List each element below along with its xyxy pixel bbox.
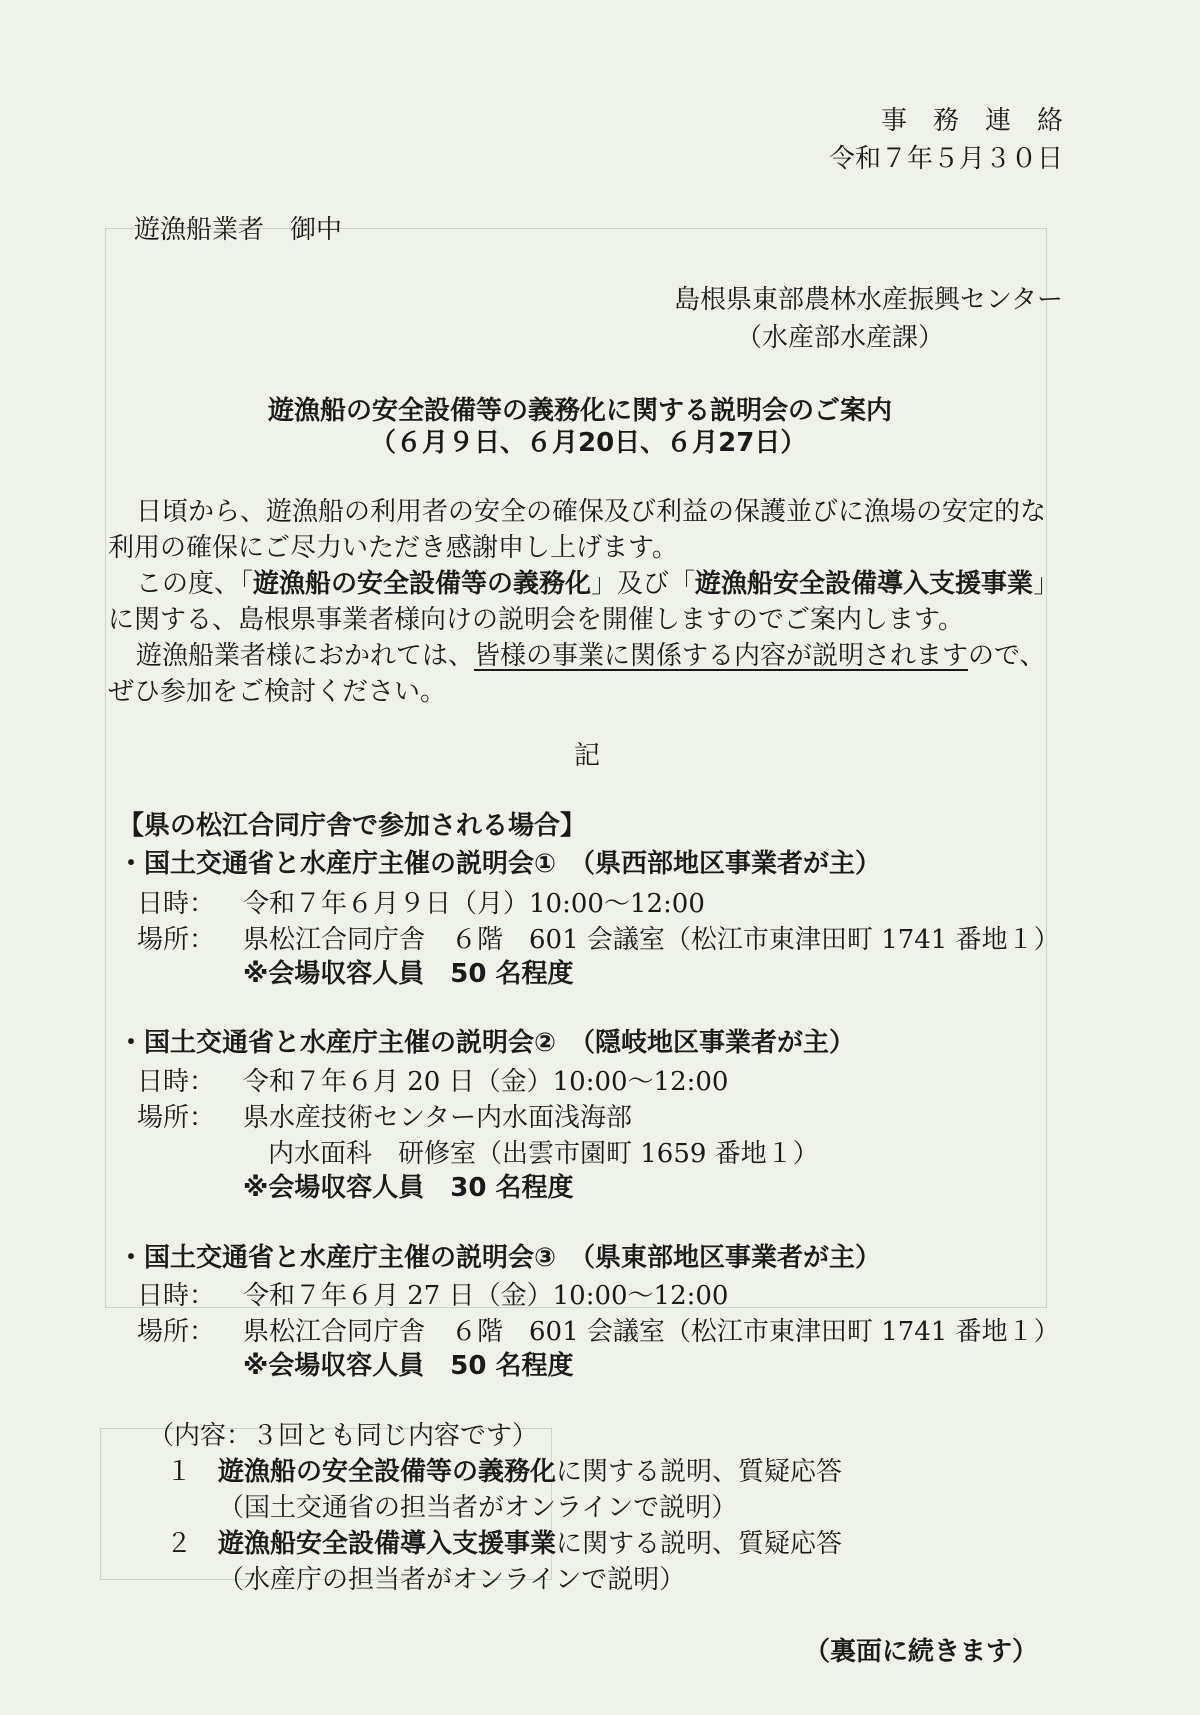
ki-mark: 記 bbox=[574, 741, 601, 771]
session-2-place-label: 場所： bbox=[137, 1103, 216, 1133]
session-1-date: 令和７年６月９日（月）10:00～12:00 bbox=[243, 889, 705, 919]
contents-item-2 bbox=[218, 1526, 842, 1562]
session-2-capacity: ※会場収容人員 30 名程度 bbox=[243, 1173, 574, 1203]
paragraph-3-line-2: ぜひ参加をご検討ください。 bbox=[108, 677, 447, 707]
contents-item-2-bold: 遊漁船安全設備導入支援事業 bbox=[218, 1529, 557, 1559]
session-2-name: ・国土交通省と水産庁主催の説明会② （隠岐地区事業者が主） bbox=[118, 1028, 856, 1058]
contents-item-2-note: （水産庁の担当者がオンラインで説明） bbox=[218, 1565, 686, 1595]
session-2-place-line-2: 内水面科 研修室（出雲市園町 1659 番地１） bbox=[268, 1139, 819, 1169]
session-2-date-label: 日時： bbox=[137, 1067, 216, 1097]
session-3-capacity: ※会場収容人員 50 名程度 bbox=[243, 1351, 574, 1381]
session-3-date-label: 日時： bbox=[137, 1281, 216, 1311]
contents-item-1 bbox=[218, 1454, 842, 1490]
title-line2: （６月９日、６月20日、６月27日） bbox=[370, 428, 807, 458]
contents-item-2-number: ２ bbox=[166, 1529, 193, 1559]
contents-item-2-rest: に関する説明、質疑応答 bbox=[556, 1529, 843, 1559]
sender-org: 島根県東部農林水産振興センター bbox=[674, 285, 1063, 315]
paragraph-2-bold-a: 遊漁船の安全設備等の義務化 bbox=[253, 569, 592, 599]
contents-item-1-note: （国土交通省の担当者がオンラインで説明） bbox=[218, 1493, 738, 1523]
contents-item-1-rest: に関する説明、質疑応答 bbox=[556, 1457, 843, 1487]
doc-date: 令和７年５月３０日 bbox=[828, 144, 1063, 174]
contents-item-1-bold: 遊漁船の安全設備等の義務化 bbox=[218, 1457, 557, 1487]
session-1-place: 県松江合同庁舎 ６階 601 会議室（松江市東津田町 1741 番地１） bbox=[243, 925, 1060, 955]
addressee: 遊漁船業者 御中 bbox=[134, 215, 343, 245]
sender-dept: （水産部水産課） bbox=[735, 323, 944, 353]
paragraph-2-text-e: 」 bbox=[1033, 569, 1060, 599]
continued-on-back: （裏面に続きます） bbox=[803, 1637, 1038, 1667]
session-1-date-label: 日時： bbox=[137, 889, 216, 919]
contents-item-1-number: １ bbox=[166, 1457, 193, 1487]
paragraph-3-text-c: ので、 bbox=[968, 641, 1046, 671]
title-line1: 遊漁船の安全設備等の義務化に関する説明会のご案内 bbox=[268, 396, 893, 426]
paragraph-2-line-2: に関する、島根県事業者様向けの説明会を開催しますのでご案内します。 bbox=[108, 605, 964, 635]
session-1-place-label: 場所： bbox=[137, 925, 216, 955]
paragraph-3-underlined: 皆様の事業に関係する内容が説明されます bbox=[474, 641, 969, 671]
paragraph-3-text-a: 遊漁船業者様におかれては、 bbox=[136, 641, 475, 671]
doc-type: 事 務 連 絡 bbox=[880, 106, 1063, 136]
contents-intro: （内容：３回とも同じ内容です） bbox=[148, 1421, 539, 1451]
session-1-name: ・国土交通省と水産庁主催の説明会① （県西部地区事業者が主） bbox=[118, 849, 882, 879]
paragraph-3-line-1 bbox=[136, 638, 1046, 674]
paragraph-1-line-1: 日頃から、遊漁船の利用者の安全の確保及び利益の保護並びに漁場の安定的な bbox=[136, 497, 1047, 527]
session-2-date: 令和７年６月 20 日（金）10:00～12:00 bbox=[243, 1067, 729, 1097]
paragraph-2-line-1 bbox=[136, 566, 1059, 602]
session-3-date: 令和７年６月 27 日（金）10:00～12:00 bbox=[243, 1281, 729, 1311]
paragraph-2-text-c: 」及び「 bbox=[591, 569, 696, 599]
paragraph-2-text-a: この度、「 bbox=[136, 569, 254, 599]
session-3-name: ・国土交通省と水産庁主催の説明会③ （県東部地区事業者が主） bbox=[118, 1243, 882, 1273]
paragraph-1-line-2: 利用の確保にご尽力いただき感謝申し上げます。 bbox=[108, 533, 678, 563]
session-2-place: 県水産技術センター内水面浅海部 bbox=[243, 1103, 632, 1133]
section-heading: 【県の松江合同庁舎で参加される場合】 bbox=[118, 811, 587, 841]
session-3-place: 県松江合同庁舎 ６階 601 会議室（松江市東津田町 1741 番地１） bbox=[243, 1317, 1060, 1347]
paragraph-2-bold-b: 遊漁船安全設備導入支援事業 bbox=[695, 569, 1034, 599]
session-1-capacity: ※会場収容人員 50 名程度 bbox=[243, 959, 574, 989]
session-3-place-label: 場所： bbox=[137, 1317, 216, 1347]
